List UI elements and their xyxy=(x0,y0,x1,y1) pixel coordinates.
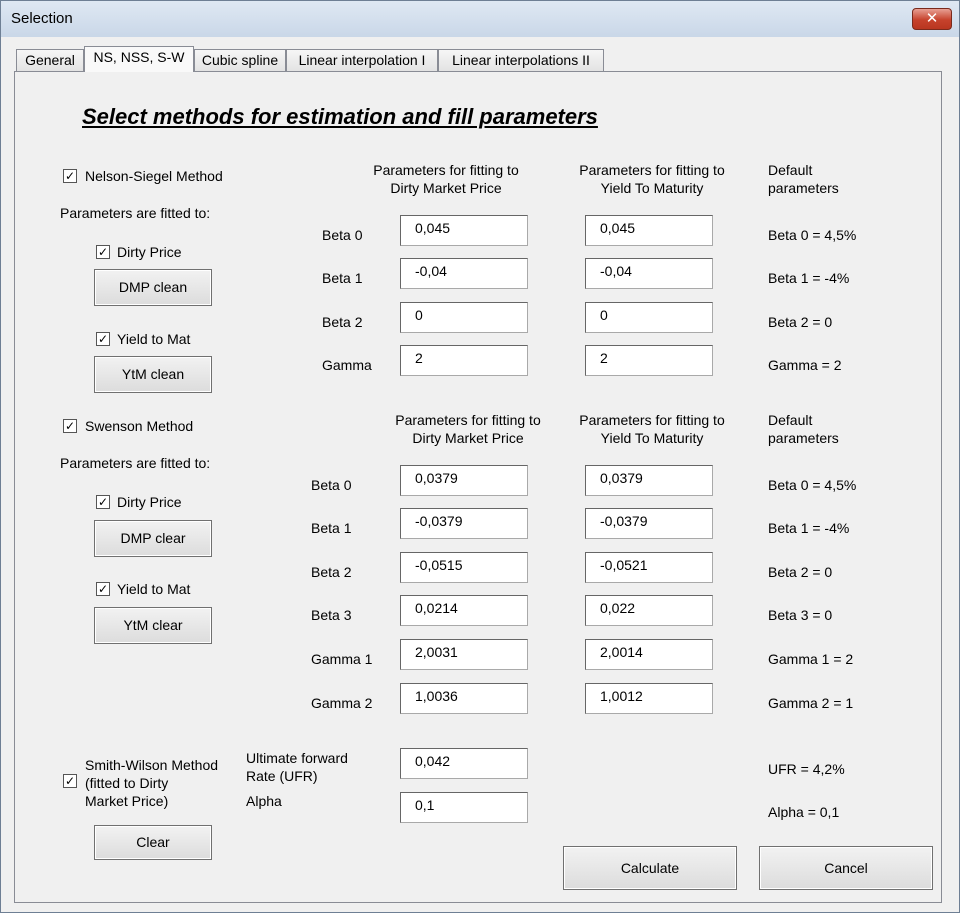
calculate-button[interactable]: Calculate xyxy=(563,846,737,890)
tab-cubic-spline[interactable]: Cubic spline xyxy=(194,49,286,72)
sw-row-label: Beta 1 xyxy=(311,520,352,536)
ns-beta2-dirty-input[interactable]: 0 xyxy=(400,302,528,333)
header-line: Yield To Maturity xyxy=(600,180,704,196)
alpha-label: Alpha xyxy=(246,793,282,809)
sw-beta1-ytm-input[interactable]: -0,0379 xyxy=(585,508,713,539)
ufr-label xyxy=(246,749,348,785)
alpha-input[interactable]: 0,1 xyxy=(400,792,528,823)
label-line: Ultimate forward xyxy=(246,750,348,766)
ns-col-default-header xyxy=(768,161,839,197)
smith-method-checkbox[interactable]: ✓ xyxy=(64,774,76,788)
header-line: Yield To Maturity xyxy=(600,430,704,446)
sw-row-label: Beta 2 xyxy=(311,564,352,580)
tab-ns-nss-sw[interactable]: NS, NSS, S-W xyxy=(84,46,194,72)
smith-clear-button[interactable]: Clear xyxy=(94,825,212,860)
header-line: Dirty Market Price xyxy=(412,430,524,446)
tab-linear-interpolation-2[interactable]: Linear interpolations II xyxy=(438,49,604,72)
label-line: Market Price) xyxy=(85,793,169,809)
tab-linear-interpolation-1[interactable]: Linear interpolation I xyxy=(286,49,438,72)
header-line: Parameters for fitting to xyxy=(579,162,725,178)
label-line: Rate (UFR) xyxy=(246,768,318,784)
sw-gamma1-ytm-input[interactable]: 2,0014 xyxy=(585,639,713,670)
sw-dirty-label: Dirty Price xyxy=(117,494,182,510)
sw-gamma2-dirty-input[interactable]: 1,0036 xyxy=(400,683,528,714)
sw-fitted-label: Parameters are fitted to: xyxy=(60,455,211,471)
sw-gamma1-dirty-input[interactable]: 2,0031 xyxy=(400,639,528,670)
sw-gamma2-ytm-input[interactable]: 1,0012 xyxy=(585,683,713,714)
header-line: Parameters for fitting to xyxy=(395,412,541,428)
header-line: Dirty Market Price xyxy=(390,180,502,196)
sw-dirty-checkbox[interactable]: ✓ xyxy=(97,495,109,509)
alpha-default-value: Alpha = 0,1 xyxy=(768,804,840,820)
sw-beta2-ytm-input[interactable]: -0,0521 xyxy=(585,552,713,583)
ns-beta0-dirty-input[interactable]: 0,045 xyxy=(400,215,528,246)
sw-ytm-checkbox[interactable]: ✓ xyxy=(97,582,109,596)
sw-beta1-dirty-input[interactable]: -0,0379 xyxy=(400,508,528,539)
cancel-button[interactable]: Cancel xyxy=(759,846,933,890)
ns-gamma-ytm-input[interactable]: 2 xyxy=(585,345,713,376)
sw-beta3-dirty-input[interactable]: 0,0214 xyxy=(400,595,528,626)
ns-default-value: Beta 0 = 4,5% xyxy=(768,227,857,243)
page-title: Select methods for estimation and fill parameters xyxy=(82,104,598,129)
ns-col-ytm-header xyxy=(566,161,738,197)
sw-default-value: Gamma 2 = 1 xyxy=(768,695,854,711)
ns-beta1-ytm-input[interactable]: -0,04 xyxy=(585,258,713,289)
sw-method-checkbox[interactable]: ✓ xyxy=(64,419,76,433)
ns-dmp-clean-button[interactable]: DMP clean xyxy=(94,269,212,306)
sw-dmp-clear-button[interactable]: DMP clear xyxy=(94,520,212,557)
ns-default-value: Gamma = 2 xyxy=(768,357,842,373)
close-button[interactable]: ✕ xyxy=(912,8,952,30)
ufr-default-value: UFR = 4,2% xyxy=(768,761,845,777)
sw-row-label: Gamma 2 xyxy=(311,695,373,711)
ns-beta0-ytm-input[interactable]: 0,045 xyxy=(585,215,713,246)
sw-ytm-clear-button[interactable]: YtM clear xyxy=(94,607,212,644)
sw-row-label: Gamma 1 xyxy=(311,651,373,667)
sw-col-default-header xyxy=(768,411,839,447)
ns-method-checkbox[interactable]: ✓ xyxy=(64,169,76,183)
ns-ytm-checkbox[interactable]: ✓ xyxy=(97,332,109,346)
ns-dirty-label: Dirty Price xyxy=(117,244,182,260)
header-line: parameters xyxy=(768,430,839,446)
ns-col-dirty-header xyxy=(360,161,532,197)
sw-beta2-dirty-input[interactable]: -0,0515 xyxy=(400,552,528,583)
ns-beta2-ytm-input[interactable]: 0 xyxy=(585,302,713,333)
sw-beta0-dirty-input[interactable]: 0,0379 xyxy=(400,465,528,496)
window-title: Selection xyxy=(11,10,73,27)
label-line: Smith-Wilson Method xyxy=(85,757,219,773)
ns-fitted-label: Parameters are fitted to: xyxy=(60,205,211,221)
sw-default-value: Beta 2 = 0 xyxy=(768,564,833,580)
ns-ytm-label: Yield to Mat xyxy=(117,331,191,347)
sw-method-label: Swenson Method xyxy=(85,418,194,434)
ns-row-label: Gamma xyxy=(322,357,372,373)
ns-row-label: Beta 0 xyxy=(322,227,363,243)
ns-dirty-checkbox[interactable]: ✓ xyxy=(97,245,109,259)
header-line: Default xyxy=(768,162,813,178)
tab-general[interactable]: General xyxy=(16,49,84,72)
sw-default-value: Beta 0 = 4,5% xyxy=(768,477,857,493)
label-line: (fitted to Dirty xyxy=(85,775,169,791)
header-line: Parameters for fitting to xyxy=(373,162,519,178)
header-line: parameters xyxy=(768,180,839,196)
sw-col-ytm-header xyxy=(566,411,738,447)
sw-beta0-ytm-input[interactable]: 0,0379 xyxy=(585,465,713,496)
ns-row-label: Beta 1 xyxy=(322,270,363,286)
ns-default-value: Beta 2 = 0 xyxy=(768,314,833,330)
sw-beta3-ytm-input[interactable]: 0,022 xyxy=(585,595,713,626)
title-bar[interactable] xyxy=(1,1,959,37)
header-line: Default xyxy=(768,412,813,428)
sw-ytm-label: Yield to Mat xyxy=(117,581,191,597)
ns-ytm-clean-button[interactable]: YtM clean xyxy=(94,356,212,393)
sw-row-label: Beta 0 xyxy=(311,477,352,493)
header-line: Parameters for fitting to xyxy=(579,412,725,428)
ns-method-label: Nelson-Siegel Method xyxy=(85,168,223,184)
ns-gamma-dirty-input[interactable]: 2 xyxy=(400,345,528,376)
smith-method-label xyxy=(85,756,218,810)
ns-row-label: Beta 2 xyxy=(322,314,363,330)
ufr-input[interactable]: 0,042 xyxy=(400,748,528,779)
sw-col-dirty-header xyxy=(382,411,554,447)
ns-beta1-dirty-input[interactable]: -0,04 xyxy=(400,258,528,289)
sw-default-value: Gamma 1 = 2 xyxy=(768,651,854,667)
sw-row-label: Beta 3 xyxy=(311,607,352,623)
sw-default-value: Beta 3 = 0 xyxy=(768,607,833,623)
ns-default-value: Beta 1 = -4% xyxy=(768,270,850,286)
sw-default-value: Beta 1 = -4% xyxy=(768,520,850,536)
